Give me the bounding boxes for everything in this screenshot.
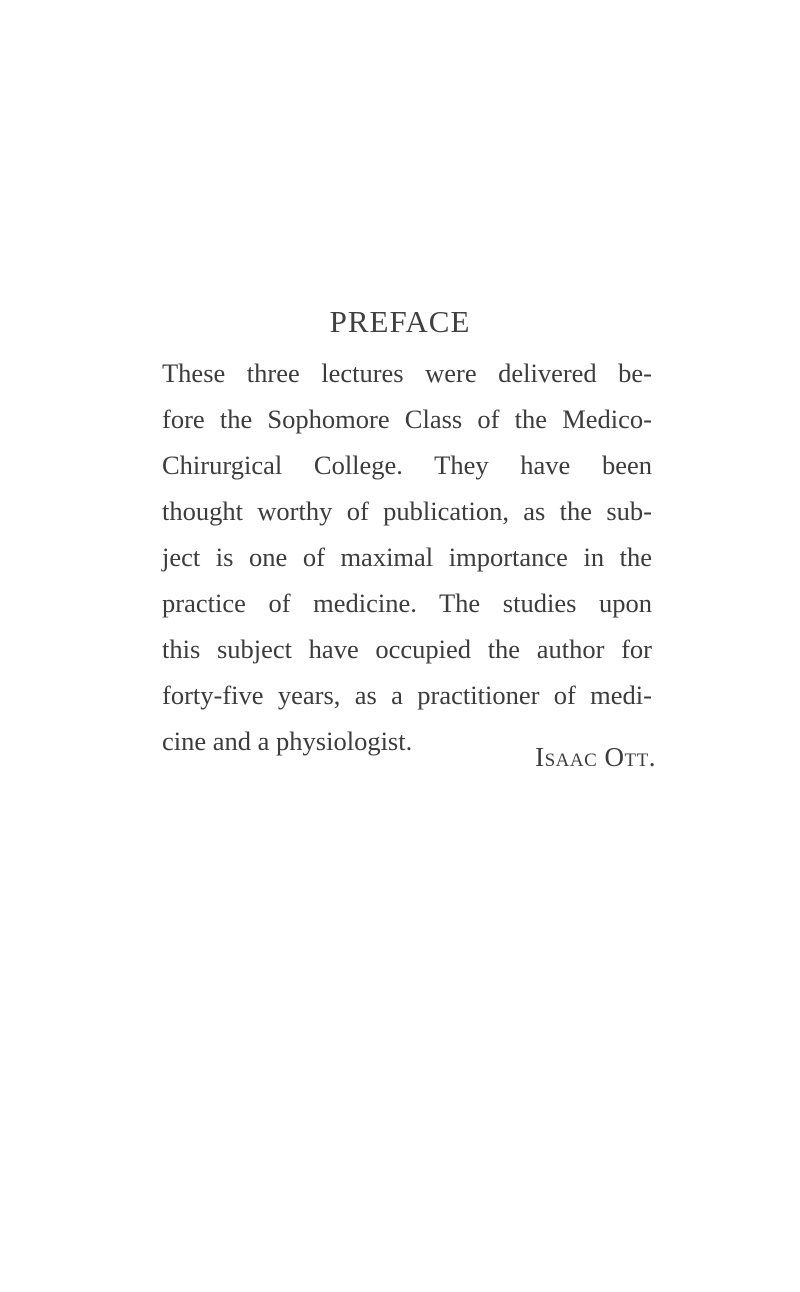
text-line: These three lectures were delivered be- xyxy=(162,358,652,388)
author-signature: Isaac Ott. xyxy=(535,742,656,772)
text-line: this subject have occupied the author for xyxy=(162,634,652,664)
text-line: fore the Sophomore Class of the Medico- xyxy=(162,404,652,434)
text-line: ject is one of maximal importance in the xyxy=(162,542,652,572)
page-title: PREFACE xyxy=(329,304,471,339)
preface-paragraph xyxy=(162,350,652,764)
text-line: practice of medicine. The studies upon xyxy=(162,588,652,618)
text-line: cine and a physiologist. xyxy=(162,726,413,756)
text-line: forty-five years, as a practitioner of medi- xyxy=(162,680,652,710)
text-line: thought worthy of publication, as the sub- xyxy=(162,496,652,526)
text-line: Chirurgical College. They have been xyxy=(162,450,652,480)
